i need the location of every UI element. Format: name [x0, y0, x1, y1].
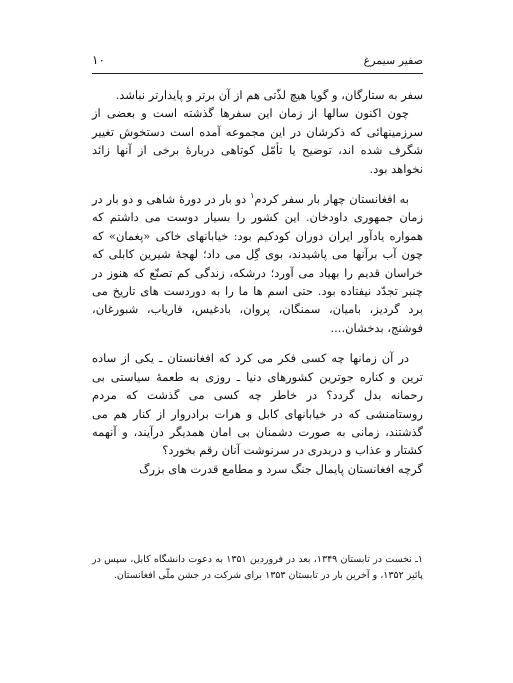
- paragraph-3-start: به افغانستان چهار بار سفر کردم: [254, 192, 409, 207]
- page-number: ۱۰: [92, 53, 105, 67]
- body-text: [92, 86, 423, 478]
- paragraph-3: [92, 190, 423, 337]
- running-title: صفیر سیمرغ: [363, 54, 423, 67]
- paragraph-3-rest: دو بار در دورهٔ شاهی و دو بار در زمان جمهوری داودخان. این کشور را بسیار دوست می داشتم که همواره یادآور ایران دوران کودکیم بود: خیابانهای خاکی «پغمان» که چون آب برآنها می پاشیدند، بوی گِل می داد؛ لهجهٔ شیرین کابلی که خراسان قدیم را بهیاد می آورد؛ درشکه، زندگی کم تصنّع که هنوز در چنبر تجدّد نیفتاده بود. حتی اسم ها ما را به دوردست های تاریخ می برد گردیز، بامیان، سمنگان، پروان، بادغیس، فاریاب، شبورغان، فوشنج، بدخشان....: [92, 192, 423, 335]
- paragraph-1: سفر به ستارگان، و گویا هیچ لذّتی هم از آن برتر و پایدارتر نباشد.: [115, 88, 423, 102]
- footnote-reference[interactable]: ۱: [250, 191, 255, 201]
- paragraph-4: در آن زمانها چه کسی فکر می کرد که افغانستان ـ یکی از ساده ترین و کناره جوترین کشورهای دنیا ـ روزی به طعمهٔ سیاستی بی رحمانه بدل گردد؟ در خاطر چه کسی می گذشت که مردم روستامنشی که در خیابانهای کابل و هرات برادروار از کنار هم می گذشتند، زمانی به صورت دشمنان بی امان همدیگر درآیند، و آنهمه کشتار و عذاب و دربدری در سرنوشت آنان رقم بخورد؟: [92, 351, 423, 458]
- paragraph-5: گرچه افغانستان پایمال جنگ سرد و مطامع قدرت های بزرگ: [139, 461, 423, 476]
- paragraph-2: چون اکنون سالها از زمان این سفرها گذشته است و بعضی از سرزمینهائی که ذکرشان در این مجموعه آمده است دستخوش تغییر شگرف شده اند، توضیح یا تأمّل کوتاهی دربارهٔ برخی از آنها زائد نخواهد بود.: [92, 106, 423, 176]
- footnotes: [92, 552, 423, 584]
- footnote-1: ۱ـ نخست در تابستان ۱۳۴۹، بعد در فروردین ۱۳۵۱ به دعوت دانشگاه کابل، سپس در پائیز ۱۳۵۲، و آخرین بار در تابستان ۱۳۵۳ برای شرکت در جشن ملّی افغانستان.: [92, 554, 424, 581]
- page-header: [92, 53, 423, 74]
